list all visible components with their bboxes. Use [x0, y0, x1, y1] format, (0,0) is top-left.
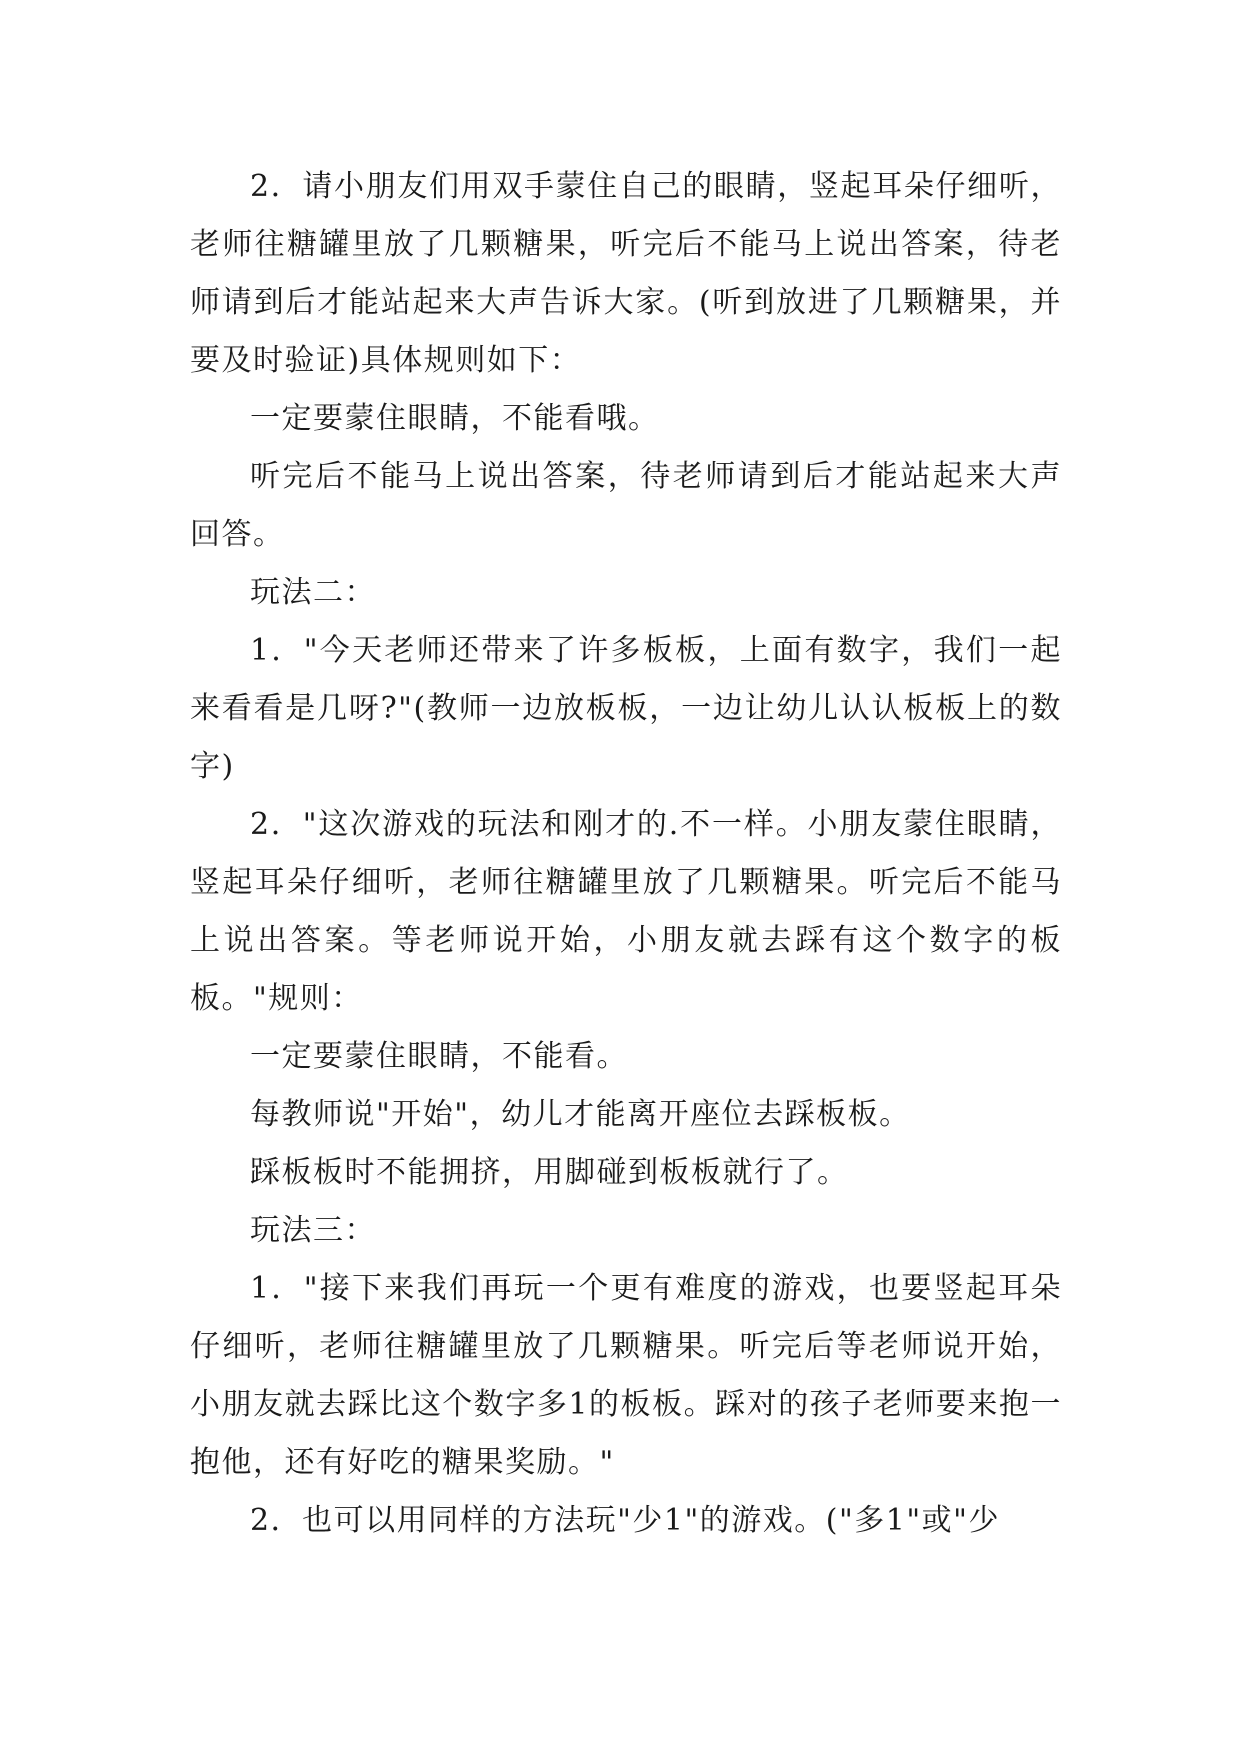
paragraph: 踩板板时不能拥挤，用脚碰到板板就行了。 [250, 1155, 849, 1190]
paragraph: 2．请小朋友们用双手蒙住自己的眼睛，竖起耳朵仔细听，老师往糖罐里放了几颗糖果，听完后不能马上说出答案，待老师请到后才能站起来大声告诉大家。(听到放进了几颗糖果，并要及时验证)具体规则如下： [190, 169, 1062, 378]
paragraph: 听完后不能马上说出答案，待老师请到后才能站起来大声回答。 [190, 459, 1062, 552]
paragraph: 2．"这次游戏的玩法和刚才的.不一样。小朋友蒙住眼睛，竖起耳朵仔细听，老师往糖罐里放了几颗糖果。听完后不能马上说出答案。等老师说开始，小朋友就去踩有这个数字的板板。"规则： [190, 807, 1062, 1016]
paragraph: 1．"接下来我们再玩一个更有难度的游戏，也要竖起耳朵仔细听，老师往糖罐里放了几颗糖果。听完后等老师说开始，小朋友就去踩比这个数字多1的板板。踩对的孩子老师要来抱一抱他，还有好吃的糖果奖励。" [190, 1271, 1062, 1480]
paragraph: 每教师说"开始"，幼儿才能离开座位去踩板板。 [250, 1097, 911, 1132]
section-heading: 玩法二： [250, 575, 376, 610]
paragraph: 一定要蒙住眼睛，不能看。 [250, 1039, 628, 1074]
section-heading: 玩法三： [250, 1213, 376, 1248]
paragraph: 1．"今天老师还带来了许多板板，上面有数字，我们一起来看看是几呀?"(教师一边放板板，一边让幼儿认认板板上的数字) [190, 633, 1062, 784]
paragraph: 2．也可以用同样的方法玩"少1"的游戏。("多1"或"少 [250, 1503, 1000, 1538]
document-body [190, 158, 1062, 1550]
paragraph: 一定要蒙住眼睛，不能看哦。 [250, 401, 660, 436]
